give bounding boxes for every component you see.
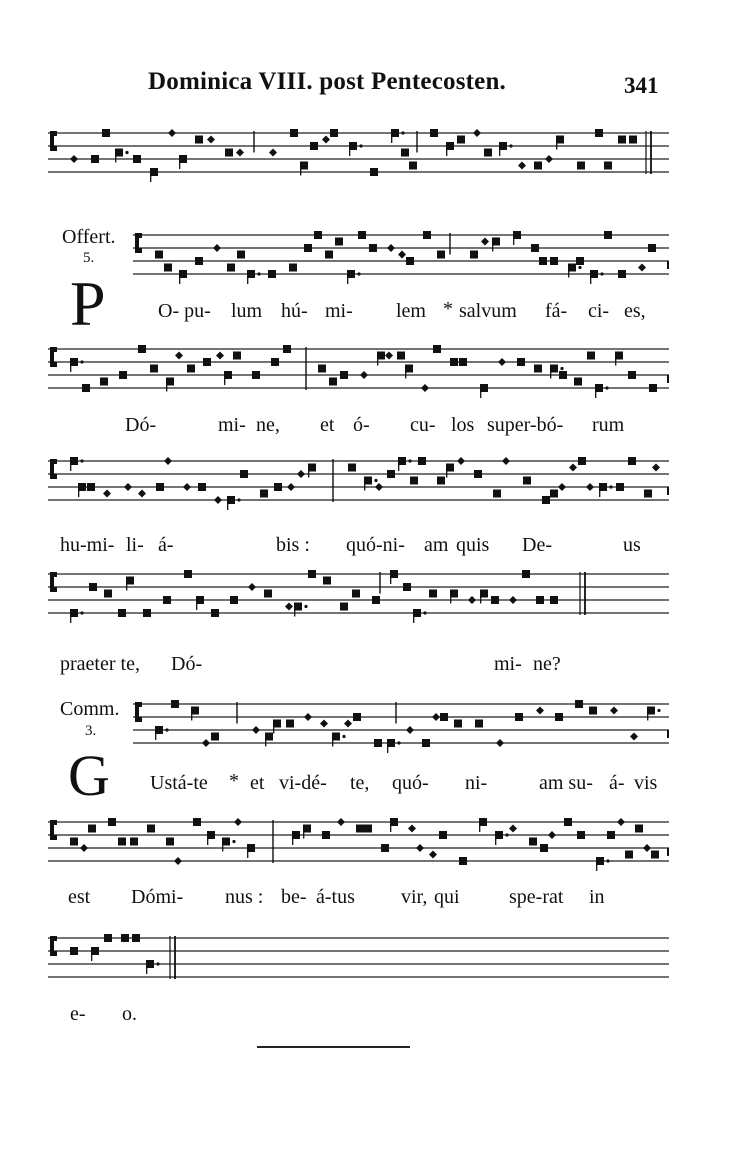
- punctum-note: [70, 947, 78, 955]
- lyric-syllable: est: [68, 886, 91, 908]
- lyric-syllable: ni-: [465, 772, 488, 794]
- lyric-syllable: á-: [158, 534, 174, 556]
- lyric-syllable: á-tus: [316, 886, 355, 908]
- lyric-syllable: nus :: [225, 886, 264, 908]
- lyric-syllable: ó-: [353, 414, 370, 436]
- lyric-syllable: O- pu-: [158, 300, 211, 322]
- lyric-syllable: mi-: [325, 300, 353, 322]
- lyric-syllable: e-: [70, 1003, 86, 1025]
- lyric-syllable: ne?: [533, 653, 561, 675]
- punctum-note: [104, 934, 112, 942]
- lyric-syllable: fá-: [545, 300, 568, 322]
- lyric-syllable: hu-mi-: [60, 534, 115, 556]
- lyric-syllable: Ustá-te: [150, 772, 208, 794]
- lyric-syllable: et: [250, 772, 265, 794]
- lyric-syllable: lum: [231, 300, 263, 322]
- communion-initial: G: [68, 743, 110, 808]
- lyric-syllable: li-: [126, 534, 144, 556]
- lyric-syllable: te,: [350, 772, 370, 794]
- lyric-syllable: Dómi-: [131, 886, 184, 908]
- lyric-syllable: De-: [522, 534, 552, 556]
- communion-label: Comm.: [60, 698, 120, 720]
- offertory-initial: P: [70, 268, 106, 339]
- page-title: Dominica VIII. post Pentecosten.: [148, 68, 507, 95]
- page-number: 341: [624, 73, 659, 98]
- lyric-syllable: lem: [396, 300, 426, 322]
- lyric-syllable: super-bó-: [487, 414, 564, 436]
- communion-mode: 3.: [85, 723, 97, 739]
- lyric-syllable: praeter te,: [60, 653, 140, 675]
- mora-dot: [156, 962, 159, 965]
- lyric-syllable: vir,: [401, 886, 428, 908]
- lyric-syllable: los: [451, 414, 475, 436]
- lyric-syllable: mi-: [494, 653, 522, 675]
- punctum-note: [121, 934, 129, 942]
- end-rule: [257, 1046, 410, 1048]
- lyric-syllable: vis: [634, 772, 658, 794]
- lyric-syllable: Dó-: [125, 414, 157, 436]
- lyric-syllable: o.: [122, 1003, 137, 1025]
- lyric-syllable: Dó-: [171, 653, 203, 675]
- lyric-syllable: spe-rat: [509, 886, 564, 908]
- lyric-syllable: á-: [609, 772, 625, 794]
- lyric-syllable: ci-: [588, 300, 610, 322]
- lyric-syllable: mi-: [218, 414, 246, 436]
- lyric-syllable: cu-: [410, 414, 436, 436]
- lyric-syllable: hú-: [281, 300, 308, 322]
- lyric-syllable: rum: [592, 414, 625, 436]
- lyric-asterisk: *: [443, 298, 453, 320]
- lyric-syllable: es,: [624, 300, 646, 322]
- lyric-syllable: ne,: [256, 414, 280, 436]
- lyric-syllable: us: [623, 534, 641, 556]
- lyric-syllable: quó-: [392, 772, 429, 794]
- lyric-syllable: bis :: [276, 534, 310, 556]
- offertory-label: Offert.: [62, 226, 116, 248]
- offertory-mode: 5.: [83, 250, 95, 266]
- lyric-syllable: vi-dé-: [279, 772, 327, 794]
- lyric-syllable: salvum: [459, 300, 517, 322]
- lyric-asterisk: *: [229, 770, 239, 792]
- punctum-note: [132, 934, 140, 942]
- lyric-syllable: quis: [456, 534, 490, 556]
- lyric-syllable: in: [589, 886, 605, 908]
- lyric-syllable: be-: [281, 886, 307, 908]
- lyric-syllable: am: [424, 534, 449, 556]
- lyric-syllable: qui: [434, 886, 460, 908]
- do-clef-icon: [50, 936, 57, 956]
- lyric-syllable: et: [320, 414, 335, 436]
- lyric-syllable: quó-ni-: [346, 534, 405, 556]
- lyric-syllable: am su-: [539, 772, 593, 794]
